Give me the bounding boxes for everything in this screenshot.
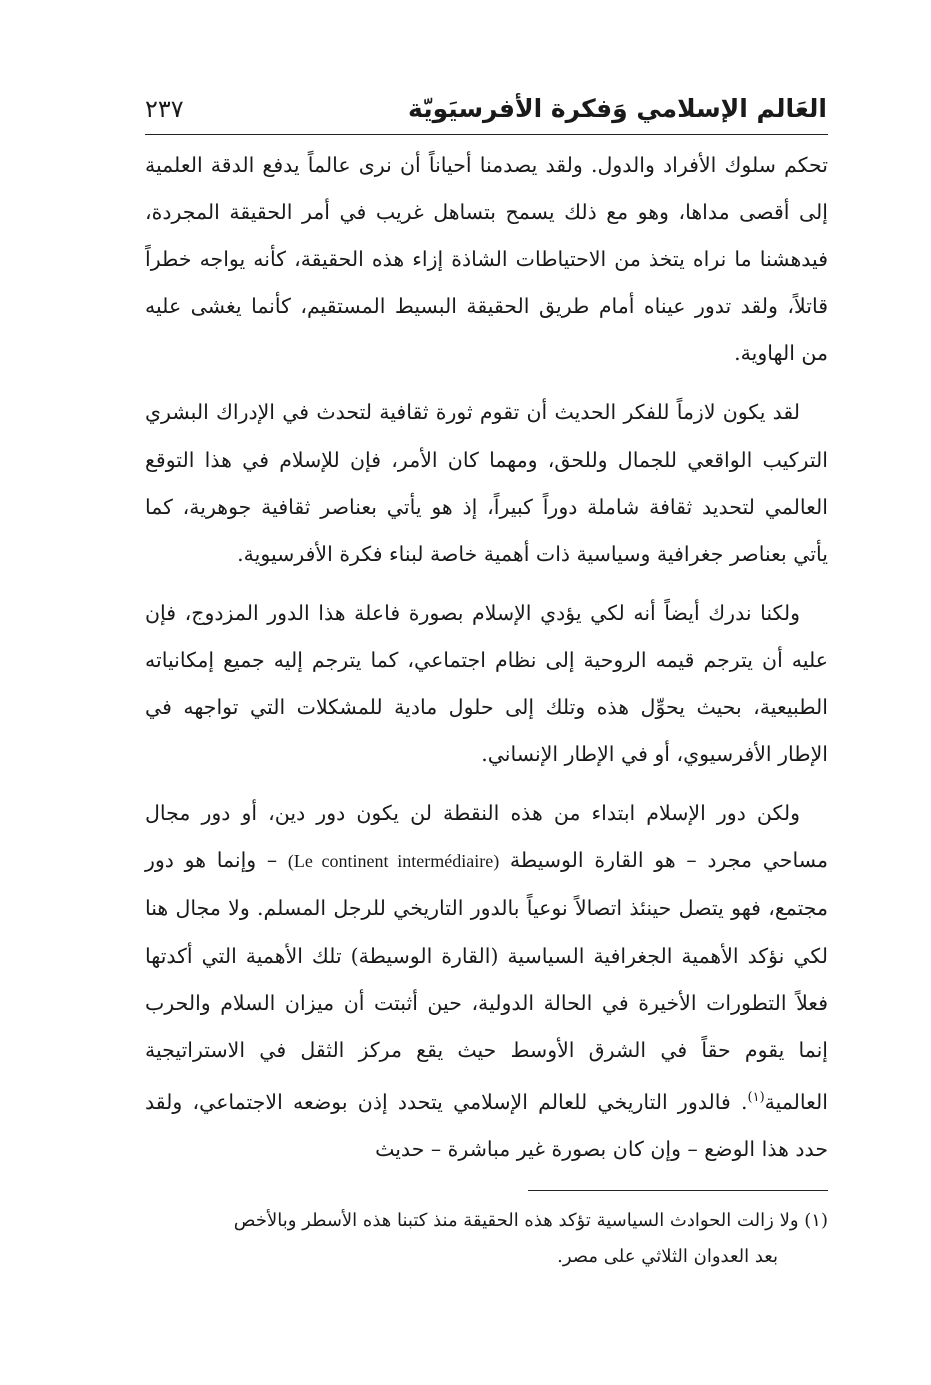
running-head <box>145 92 827 132</box>
footnote-number: (١) <box>804 1210 828 1231</box>
paragraph-2: لقد يكون لازماً للفكر الحديث أن تقوم ثورة ثقافية لتحدث في الإدراك البشري التركيب الواقعي للجمال وللحق، ومهما كان الأمر، فإن للإسلام في هذا التوقع العالمي لتحديد ثقافة شاملة دوراً كبيراً، إذ هو يأتي بعناصر ثقافية جوهرية، كما يأتي بعناصر جغرافية وسياسية ذات أهمية خاصة لبناء فكرة الأفرسيوية. <box>145 400 828 566</box>
footnote-rule <box>528 1190 828 1191</box>
header-rule <box>145 134 828 135</box>
page-number: ٢٣٧ <box>145 95 184 123</box>
footnote-text-1: ولا زالت الحوادث السياسية تؤكد هذه الحقيقة منذ كتبنا هذه الأسطر وبالأخص <box>233 1210 799 1231</box>
footnote <box>145 1203 828 1275</box>
paragraph-1: تحكم سلوك الأفراد والدول. ولقد يصدمنا أحياناً أن نرى عالماً يدفع الدقة العلمية إلى أقصى مداها، وهو مع ذلك يسمح بتساهل غريب في أمر الحقيقة المجردة، فيدهشنا ما نراه يتخذ من الاحتياطات الشاذة إزاء هذه الحقيقة، كأنه يواجه خطراً قاتلاً، ولقد تدور عيناه أمام طريق الحقيقة البسيط المستقيم، كأنما يغشى عليه من الهاوية. <box>145 153 828 366</box>
body-text <box>145 142 828 1185</box>
paragraph-3: ولكنا ندرك أيضاً أنه لكي يؤدي الإسلام بصورة فاعلة هذا الدور المزدوج، فإن عليه أن يترجم قيمه الروحية إلى نظام اجتماعي، كما يترجم إليه جميع إمكانياته الطبيعية، بحيث يحوِّل هذه وتلك إلى حلول مادية للمشكلات التي تواجهه في الإطار الأفرسيوي، أو في الإطار الإنساني. <box>145 600 828 767</box>
paragraph-4 <box>145 790 828 1173</box>
paragraph-4-part-1: ولكن دور الإسلام ابتداء من هذه النقطة لن يكون دور دين، أو دور مجال مساحي مجرد – هو القارة الوسيطة <box>145 801 828 873</box>
footnote-line-2: بعد العدوان الثلاثي على مصر. <box>557 1246 778 1267</box>
footnote-reference[interactable]: (١) <box>747 1089 765 1105</box>
paragraph-4-part-2: – وإنما هو دور مجتمع، فهو يتصل حينئذ اتصالاً نوعياً بالدور التاريخي للرجل المسلم. ولا مجال هنا لكي نؤكد الأهمية الجغرافية السياسية (القارة الوسيطة) تلك الأهمية التي أكدتها فعلاً التطورات الأخيرة في الحالة الدولية، حين أثبتت أن ميزان السلام والحرب إنما يقوم حقاً في الشرق الأوسط حيث يقع مركز الثقل في الاستراتيجية العالمية <box>145 848 828 1114</box>
paragraph-4-part-3: . فالدور التاريخي للعالم الإسلامي يتحدد إذن بوضعه الاجتماعي، ولقد حدد هذا الوضع – وإن كان بصورة غير مباشرة – حديث <box>145 1089 828 1161</box>
running-title: العَالم الإسلامي وَفكرة الأفرسيَويّة <box>408 94 827 123</box>
footnote-line-1 <box>145 1203 828 1239</box>
french-term: (Le continent intermédiaire) <box>287 851 500 872</box>
